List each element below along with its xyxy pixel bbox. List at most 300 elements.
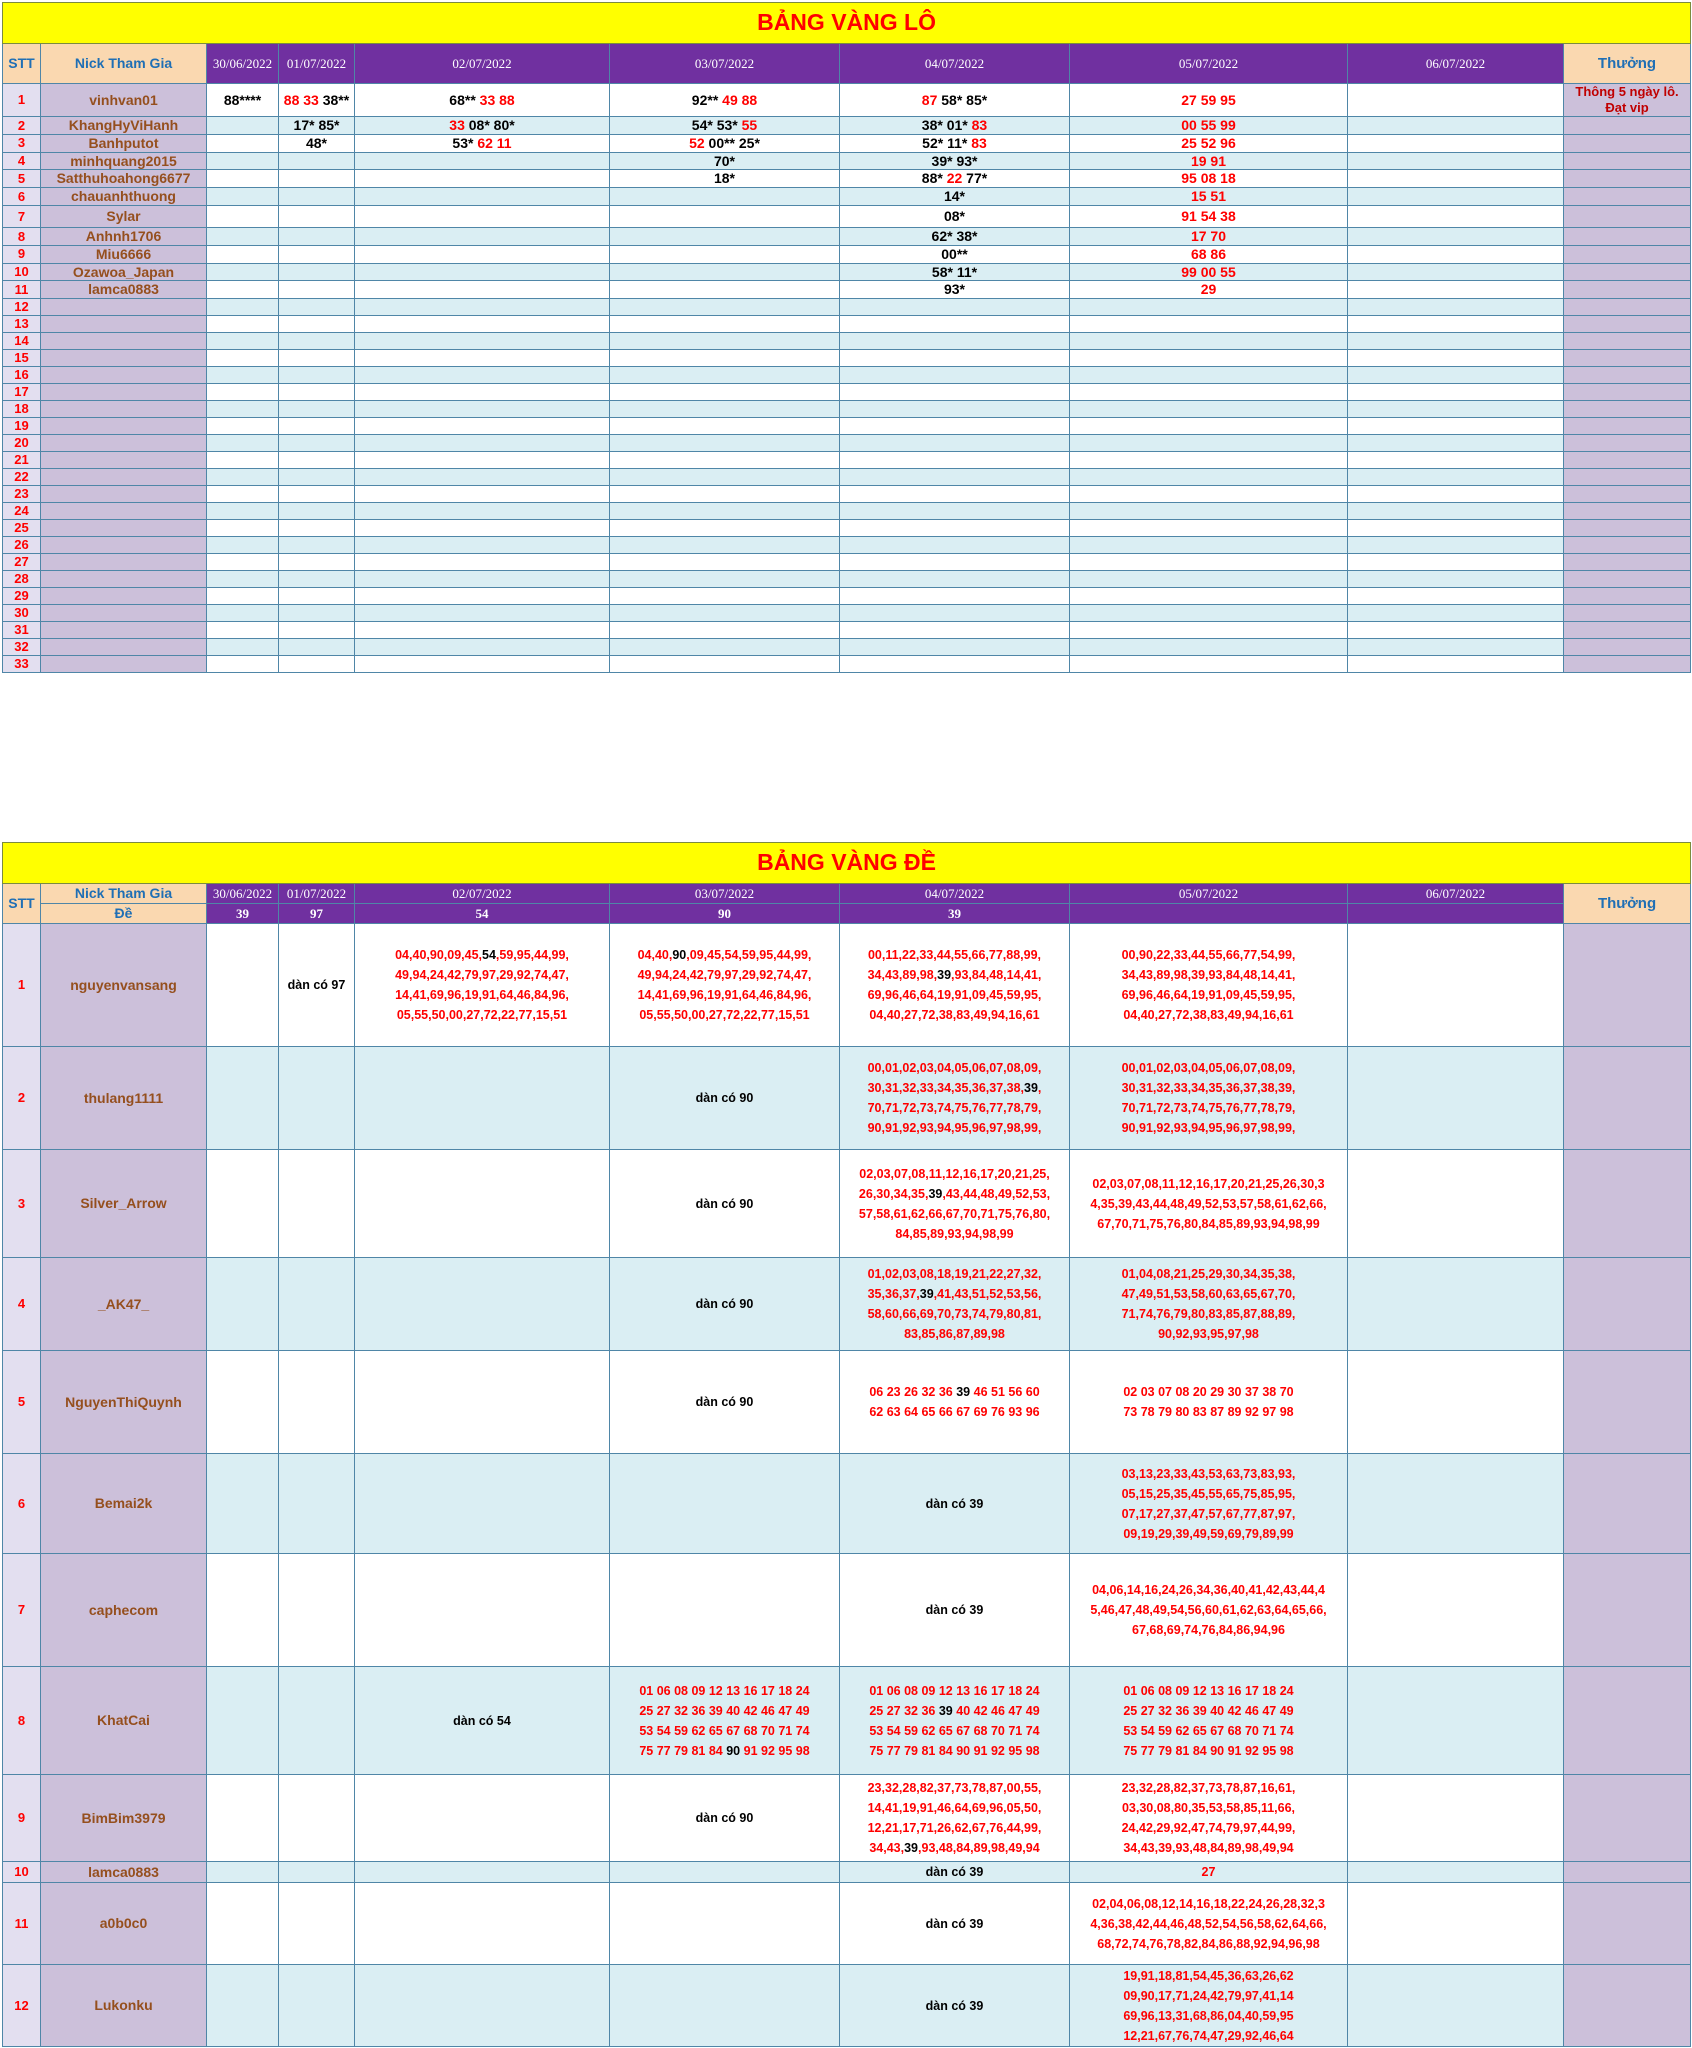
lo-entry bbox=[840, 227, 1070, 245]
lo-entry bbox=[355, 188, 610, 206]
entry-text: 49 88 bbox=[718, 91, 758, 108]
entry-line bbox=[1070, 1324, 1347, 1344]
lo-entry bbox=[1070, 418, 1348, 435]
entry-text: 01,04,08,21,25,29,30,34,35,38, bbox=[1121, 1267, 1296, 1281]
lo-entry bbox=[355, 333, 610, 350]
lo-entry bbox=[1070, 384, 1348, 401]
entry-text: 14* bbox=[943, 188, 966, 205]
lo-entry bbox=[279, 418, 355, 435]
entry-text: 03,30,08,80,35,53,58,85,11,66, bbox=[1121, 1801, 1296, 1815]
de-thuong bbox=[1564, 1862, 1691, 1883]
lo-entry bbox=[1348, 333, 1564, 350]
de-entry bbox=[355, 1351, 610, 1454]
lo-entry bbox=[1070, 554, 1348, 571]
lo-entry bbox=[1070, 367, 1348, 384]
lo-entry bbox=[610, 316, 840, 333]
lo-entry bbox=[1348, 367, 1564, 384]
entry-text: 25 27 32 36 39 40 42 46 47 49 bbox=[1123, 1703, 1294, 1718]
lo-entry bbox=[1070, 350, 1348, 367]
lo-entry bbox=[355, 418, 610, 435]
entry-line bbox=[610, 1741, 839, 1761]
lo-entry bbox=[279, 639, 355, 656]
lo-entry bbox=[279, 316, 355, 333]
lo-thuong bbox=[1564, 299, 1691, 316]
lo-stt: 26 bbox=[3, 537, 41, 554]
lo-entry bbox=[610, 435, 840, 452]
de-nick: Bemai2k bbox=[41, 1454, 207, 1554]
de-entry bbox=[1070, 1351, 1348, 1454]
entry-text: 70* bbox=[713, 152, 736, 169]
lo-row-empty bbox=[3, 452, 1691, 469]
lo-entry bbox=[1070, 263, 1348, 281]
entry-line bbox=[840, 1778, 1069, 1798]
lo-entry bbox=[610, 605, 840, 622]
lo-entry bbox=[1348, 588, 1564, 605]
lo-stt: 30 bbox=[3, 605, 41, 622]
lo-entry bbox=[207, 520, 279, 537]
de-entry bbox=[610, 1150, 840, 1258]
lo-entry bbox=[840, 188, 1070, 206]
de-entry bbox=[207, 1351, 279, 1454]
lo-entry bbox=[610, 245, 840, 263]
de-entry bbox=[279, 1965, 355, 2047]
de-entry bbox=[279, 1554, 355, 1667]
lo-entry bbox=[279, 554, 355, 571]
lo-thuong bbox=[1564, 333, 1691, 350]
lo-entry bbox=[279, 281, 355, 299]
lo-entry bbox=[1070, 435, 1348, 452]
de-header-date: 04/07/2022 bbox=[840, 884, 1070, 904]
entry-text: 15 51 bbox=[1190, 188, 1227, 205]
lo-row-empty bbox=[3, 554, 1691, 571]
entry-line bbox=[840, 1098, 1069, 1118]
de-nick: BimBim3979 bbox=[41, 1775, 207, 1862]
lo-stt: 28 bbox=[3, 571, 41, 588]
entry-text: 02 03 07 08 20 29 30 37 38 70 bbox=[1123, 1385, 1294, 1399]
lo-entry bbox=[279, 605, 355, 622]
entry-text: 00** 25* bbox=[704, 134, 760, 151]
lo-entry bbox=[1348, 639, 1564, 656]
de-entry bbox=[279, 1047, 355, 1150]
entry-text: 95 08 18 bbox=[1181, 170, 1236, 187]
de-thuong bbox=[1564, 1554, 1691, 1667]
lo-entry bbox=[355, 622, 610, 639]
lo-stt: 5 bbox=[3, 170, 41, 188]
entry-line bbox=[1070, 1058, 1347, 1078]
entry-text: 12,21,67,76,74,47,29,92,46,64 bbox=[1123, 2028, 1294, 2043]
lo-entry bbox=[1348, 486, 1564, 503]
lo-row bbox=[3, 152, 1691, 170]
entry-text: 5,46,47,48,49,54,56,60,61,62,63,64,65,66, bbox=[1090, 1603, 1327, 1617]
lo-header-date: 02/07/2022 bbox=[355, 44, 610, 84]
entry-line bbox=[1070, 1524, 1347, 1544]
entry-text: 92** bbox=[691, 91, 719, 108]
entry-text: 71,74,76,79,80,83,85,87,88,89, bbox=[1121, 1307, 1296, 1321]
de-entry bbox=[1348, 1047, 1564, 1150]
de-result: 39 bbox=[207, 904, 279, 924]
lo-entry bbox=[1070, 227, 1348, 245]
entry-text: 48* bbox=[305, 134, 328, 151]
lo-thuong bbox=[1564, 188, 1691, 206]
lo-entry bbox=[840, 367, 1070, 384]
lo-nick bbox=[41, 401, 207, 418]
de-entry bbox=[1070, 1883, 1348, 1965]
lo-thuong bbox=[1564, 134, 1691, 152]
lo-entry bbox=[207, 588, 279, 605]
de-row bbox=[3, 1351, 1691, 1454]
lo-thuong bbox=[1564, 418, 1691, 435]
lo-header-nick: Nick Tham Gia bbox=[41, 44, 207, 84]
entry-text: 05,15,25,35,45,55,65,75,85,95, bbox=[1121, 1486, 1296, 1501]
entry-text: dàn có 90 bbox=[695, 1395, 754, 1409]
entry-text: 14,41,19,91,46,64,69,96,05,50, bbox=[867, 1801, 1042, 1815]
lo-entry bbox=[279, 170, 355, 188]
lo-entry bbox=[207, 469, 279, 486]
lo-entry bbox=[207, 227, 279, 245]
lo-nick bbox=[41, 588, 207, 605]
de-entry bbox=[840, 1150, 1070, 1258]
de-thuong bbox=[1564, 1351, 1691, 1454]
lo-entry bbox=[1348, 452, 1564, 469]
de-entry bbox=[610, 1454, 840, 1554]
lo-thuong bbox=[1564, 281, 1691, 299]
lo-entry bbox=[279, 333, 355, 350]
entry-text: ,09,45,54,59,95,44,99, bbox=[686, 948, 812, 962]
lo-entry bbox=[207, 263, 279, 281]
entry-line bbox=[355, 1005, 609, 1025]
lo-entry bbox=[1070, 205, 1348, 227]
lo-entry bbox=[355, 486, 610, 503]
lo-entry bbox=[355, 503, 610, 520]
lo-entry bbox=[355, 117, 610, 135]
de-nick: lamca0883 bbox=[41, 1862, 207, 1883]
lo-nick: Sylar bbox=[41, 205, 207, 227]
lo-entry bbox=[207, 205, 279, 227]
lo-thuong bbox=[1564, 571, 1691, 588]
entry-line bbox=[840, 1402, 1069, 1422]
de-result bbox=[1070, 904, 1348, 924]
lo-entry bbox=[355, 245, 610, 263]
entry-text: dàn có 39 bbox=[925, 1998, 984, 2013]
lo-row bbox=[3, 170, 1691, 188]
de-thuong bbox=[1564, 924, 1691, 1047]
lo-entry bbox=[279, 452, 355, 469]
lo-entry bbox=[1348, 299, 1564, 316]
lo-row-empty bbox=[3, 503, 1691, 520]
de-thuong bbox=[1564, 1965, 1691, 2047]
entry-text: 58* 11* bbox=[931, 263, 978, 280]
entry-line bbox=[1070, 1174, 1347, 1194]
lo-entry bbox=[1070, 452, 1348, 469]
lo-stt: 9 bbox=[3, 245, 41, 263]
lo-entry bbox=[840, 245, 1070, 263]
lo-entry bbox=[207, 554, 279, 571]
de-entry bbox=[355, 1258, 610, 1351]
lo-entry bbox=[610, 622, 840, 639]
de-stt: 5 bbox=[3, 1351, 41, 1454]
de-entry bbox=[610, 1667, 840, 1775]
entry-line bbox=[840, 985, 1069, 1005]
de-stt: 12 bbox=[3, 1965, 41, 2047]
lo-entry bbox=[207, 537, 279, 554]
lo-entry bbox=[355, 656, 610, 673]
entry-line bbox=[610, 965, 839, 985]
entry-text: 67,70,71,75,76,80,84,85,89,93,94,98,99 bbox=[1097, 1216, 1320, 1231]
lo-entry bbox=[279, 188, 355, 206]
entry-text: 75 77 79 81 84 90 91 92 95 98 bbox=[869, 1743, 1040, 1758]
lo-entry bbox=[1348, 245, 1564, 263]
entry-line bbox=[840, 1818, 1069, 1838]
lo-stt: 25 bbox=[3, 520, 41, 537]
lo-entry bbox=[207, 188, 279, 206]
lo-entry bbox=[610, 452, 840, 469]
lo-entry bbox=[840, 418, 1070, 435]
entry-text: 69,96,46,64,19,91,09,45,59,95, bbox=[867, 988, 1042, 1002]
lo-entry bbox=[355, 134, 610, 152]
de-row bbox=[3, 1047, 1691, 1150]
entry-text: 52* 11* bbox=[922, 134, 968, 151]
entry-text: 39 bbox=[1024, 1081, 1038, 1095]
lo-header-date: 06/07/2022 bbox=[1348, 44, 1564, 84]
de-entry bbox=[1070, 1775, 1348, 1862]
entry-line bbox=[1070, 1620, 1347, 1640]
lo-entry bbox=[840, 333, 1070, 350]
de-stt: 8 bbox=[3, 1667, 41, 1775]
lo-nick bbox=[41, 435, 207, 452]
entry-line bbox=[1070, 1894, 1347, 1914]
de-entry bbox=[355, 1554, 610, 1667]
lo-entry bbox=[610, 227, 840, 245]
lo-stt: 31 bbox=[3, 622, 41, 639]
de-thuong bbox=[1564, 1667, 1691, 1775]
de-table bbox=[2, 842, 1691, 2047]
de-header-date: 02/07/2022 bbox=[355, 884, 610, 904]
lo-row-empty bbox=[3, 401, 1691, 418]
lo-thuong bbox=[1564, 170, 1691, 188]
de-entry bbox=[279, 1862, 355, 1883]
lo-entry bbox=[610, 299, 840, 316]
entry-text: 33 88 bbox=[475, 91, 515, 108]
de-thuong bbox=[1564, 1258, 1691, 1351]
entry-text: 19 91 bbox=[1190, 152, 1227, 169]
entry-text: 04,40,90,09,45, bbox=[395, 948, 482, 962]
lo-entry bbox=[279, 367, 355, 384]
entry-text: 02,03,07,08,11,12,16,17,20,21,25, bbox=[859, 1166, 1050, 1181]
de-entry bbox=[840, 1047, 1070, 1150]
lo-entry bbox=[1070, 299, 1348, 316]
lo-stt: 4 bbox=[3, 152, 41, 170]
entry-text: 70,71,72,73,74,75,76,77,78,79, bbox=[1121, 1101, 1296, 1115]
lo-header-date: 05/07/2022 bbox=[1070, 44, 1348, 84]
lo-entry bbox=[610, 281, 840, 299]
lo-entry bbox=[1348, 350, 1564, 367]
entry-text: dàn có 39 bbox=[925, 1865, 984, 1879]
entry-line bbox=[840, 1382, 1069, 1402]
lo-entry bbox=[840, 639, 1070, 656]
entry-text: 68,72,74,76,78,82,84,86,88,92,94,96,98 bbox=[1097, 1936, 1320, 1951]
lo-thuong: Thông 5 ngày lô. Đạt vip bbox=[1564, 84, 1691, 117]
entry-text: 00,90,22,33,44,55,66,77,54,99, bbox=[1121, 948, 1296, 962]
entry-text: 17 70 bbox=[1190, 227, 1227, 244]
entry-text: 77* bbox=[962, 170, 988, 187]
lo-stt: 6 bbox=[3, 188, 41, 206]
lo-entry bbox=[355, 571, 610, 588]
entry-text: 90,91,92,93,94,95,96,97,98,99, bbox=[1121, 1121, 1296, 1135]
entry-line bbox=[1070, 1194, 1347, 1214]
entry-line bbox=[610, 945, 839, 965]
lo-stt: 2 bbox=[3, 117, 41, 135]
entry-text: dàn có 54 bbox=[453, 1713, 511, 1728]
lo-entry bbox=[610, 537, 840, 554]
entry-text: 90,92,93,95,97,98 bbox=[1158, 1327, 1259, 1341]
de-entry bbox=[610, 1047, 840, 1150]
de-stt: 10 bbox=[3, 1862, 41, 1883]
lo-thuong bbox=[1564, 486, 1691, 503]
de-result-row bbox=[3, 904, 1691, 924]
lo-entry bbox=[355, 401, 610, 418]
lo-thuong bbox=[1564, 367, 1691, 384]
lo-entry bbox=[279, 152, 355, 170]
lo-entry bbox=[355, 350, 610, 367]
lo-entry bbox=[1348, 435, 1564, 452]
entry-line bbox=[610, 1721, 839, 1741]
lo-entry bbox=[207, 622, 279, 639]
entry-text: 06 23 26 32 36 bbox=[869, 1385, 957, 1399]
entry-text: 54* 53* bbox=[691, 117, 738, 133]
entry-text: 39 bbox=[928, 1186, 943, 1201]
de-header-date: 03/07/2022 bbox=[610, 884, 840, 904]
de-stt: 3 bbox=[3, 1150, 41, 1258]
lo-entry bbox=[355, 384, 610, 401]
entry-text: 40 42 46 47 49 bbox=[952, 1703, 1040, 1718]
de-entry bbox=[207, 1883, 279, 1965]
de-nick: NguyenThiQuynh bbox=[41, 1351, 207, 1454]
entry-text: 04,06,14,16,24,26,34,36,40,41,42,43,44,4 bbox=[1092, 1583, 1325, 1597]
lo-entry bbox=[610, 486, 840, 503]
lo-nick: lamca0883 bbox=[41, 281, 207, 299]
entry-line bbox=[1070, 1284, 1347, 1304]
de-nick: KhatCai bbox=[41, 1667, 207, 1775]
entry-line bbox=[840, 1118, 1069, 1138]
de-result: 90 bbox=[610, 904, 840, 924]
entry-text: 58* 85* bbox=[937, 91, 988, 108]
entry-line bbox=[840, 965, 1069, 985]
de-entry bbox=[1348, 1351, 1564, 1454]
entry-line bbox=[1070, 1005, 1347, 1025]
lo-entry bbox=[1348, 520, 1564, 537]
entry-line bbox=[1070, 1862, 1347, 1882]
lo-header-date: 01/07/2022 bbox=[279, 44, 355, 84]
entry-line bbox=[355, 985, 609, 1005]
entry-line bbox=[840, 1264, 1069, 1284]
lo-entry bbox=[1070, 486, 1348, 503]
de-result: 54 bbox=[355, 904, 610, 924]
lo-nick: Ozawoa_Japan bbox=[41, 263, 207, 281]
lo-entry bbox=[207, 435, 279, 452]
lo-thuong bbox=[1564, 588, 1691, 605]
entry-text: 88 33 bbox=[283, 91, 319, 108]
entry-text: 70,71,72,73,74,75,76,77,78,79, bbox=[867, 1101, 1042, 1115]
lo-row-empty bbox=[3, 656, 1691, 673]
de-row bbox=[3, 1862, 1691, 1883]
lo-entry bbox=[610, 205, 840, 227]
lo-thuong bbox=[1564, 537, 1691, 554]
entry-text: 62 11 bbox=[473, 134, 512, 151]
entry-line bbox=[840, 1058, 1069, 1078]
lo-entry bbox=[1070, 152, 1348, 170]
lo-entry bbox=[1070, 170, 1348, 188]
entry-text: 69,96,13,31,68,86,04,40,59,95 bbox=[1123, 2008, 1294, 2023]
entry-text: 24,42,29,92,47,74,79,97,44,99, bbox=[1121, 1821, 1296, 1835]
entry-text: 02,03,07,08,11,12,16,17,20,21,25,26,30,3 bbox=[1092, 1176, 1325, 1191]
lo-thuong bbox=[1564, 152, 1691, 170]
lo-row-empty bbox=[3, 333, 1691, 350]
lo-nick bbox=[41, 605, 207, 622]
lo-entry bbox=[279, 486, 355, 503]
lo-entry bbox=[207, 605, 279, 622]
lo-row-empty bbox=[3, 588, 1691, 605]
entry-line bbox=[279, 975, 354, 995]
de-entry bbox=[1348, 1554, 1564, 1667]
entry-text: 38** bbox=[318, 91, 350, 108]
lo-nick bbox=[41, 571, 207, 588]
entry-text: 73 78 79 80 83 87 89 92 97 98 bbox=[1123, 1405, 1294, 1419]
entry-text: 90,91,92,93,94,95,96,97,98,99, bbox=[867, 1121, 1042, 1135]
lo-entry bbox=[840, 537, 1070, 554]
lo-header-date: 03/07/2022 bbox=[610, 44, 840, 84]
lo-nick bbox=[41, 350, 207, 367]
lo-nick bbox=[41, 503, 207, 520]
lo-entry bbox=[279, 537, 355, 554]
lo-entry bbox=[355, 639, 610, 656]
de-thuong bbox=[1564, 1883, 1691, 1965]
lo-entry bbox=[1348, 281, 1564, 299]
entry-line bbox=[840, 1838, 1069, 1858]
de-entry bbox=[279, 1667, 355, 1775]
lo-entry bbox=[1348, 622, 1564, 639]
entry-text: 35,36,37, bbox=[867, 1287, 920, 1301]
de-entry bbox=[1348, 1667, 1564, 1775]
lo-entry bbox=[355, 469, 610, 486]
entry-text: dàn có 90 bbox=[695, 1811, 754, 1825]
lo-entry bbox=[1348, 152, 1564, 170]
lo-nick: Miu6666 bbox=[41, 245, 207, 263]
de-entry bbox=[1348, 1150, 1564, 1258]
entry-text: 04,40,27,72,38,83,49,94,16,61 bbox=[1123, 1008, 1294, 1022]
entry-text: 57,58,61,62,66,67,70,71,75,76,80, bbox=[858, 1206, 1051, 1221]
lo-entry bbox=[840, 520, 1070, 537]
de-header-nick: Nick Tham Gia bbox=[41, 884, 207, 904]
de-entry bbox=[840, 1554, 1070, 1667]
lo-entry bbox=[1070, 188, 1348, 206]
de-stt: 11 bbox=[3, 1883, 41, 1965]
de-nick: caphecom bbox=[41, 1554, 207, 1667]
de-entry bbox=[840, 1351, 1070, 1454]
entry-text: dàn có 97 bbox=[287, 978, 346, 992]
entry-text: 93* bbox=[943, 281, 966, 298]
lo-entry bbox=[207, 350, 279, 367]
entry-line bbox=[840, 1996, 1069, 2016]
lo-entry bbox=[279, 588, 355, 605]
lo-nick: vinhvan01 bbox=[41, 84, 207, 117]
lo-stt: 7 bbox=[3, 205, 41, 227]
entry-text: 91 54 38 bbox=[1181, 208, 1236, 225]
entry-line bbox=[840, 1005, 1069, 1025]
lo-entry bbox=[840, 281, 1070, 299]
entry-line bbox=[840, 1798, 1069, 1818]
entry-text: ,93,48,84,89,98,49,94 bbox=[918, 1841, 1040, 1855]
entry-text: 04,40,27,72,38,83,49,94,16,61 bbox=[869, 1008, 1040, 1022]
